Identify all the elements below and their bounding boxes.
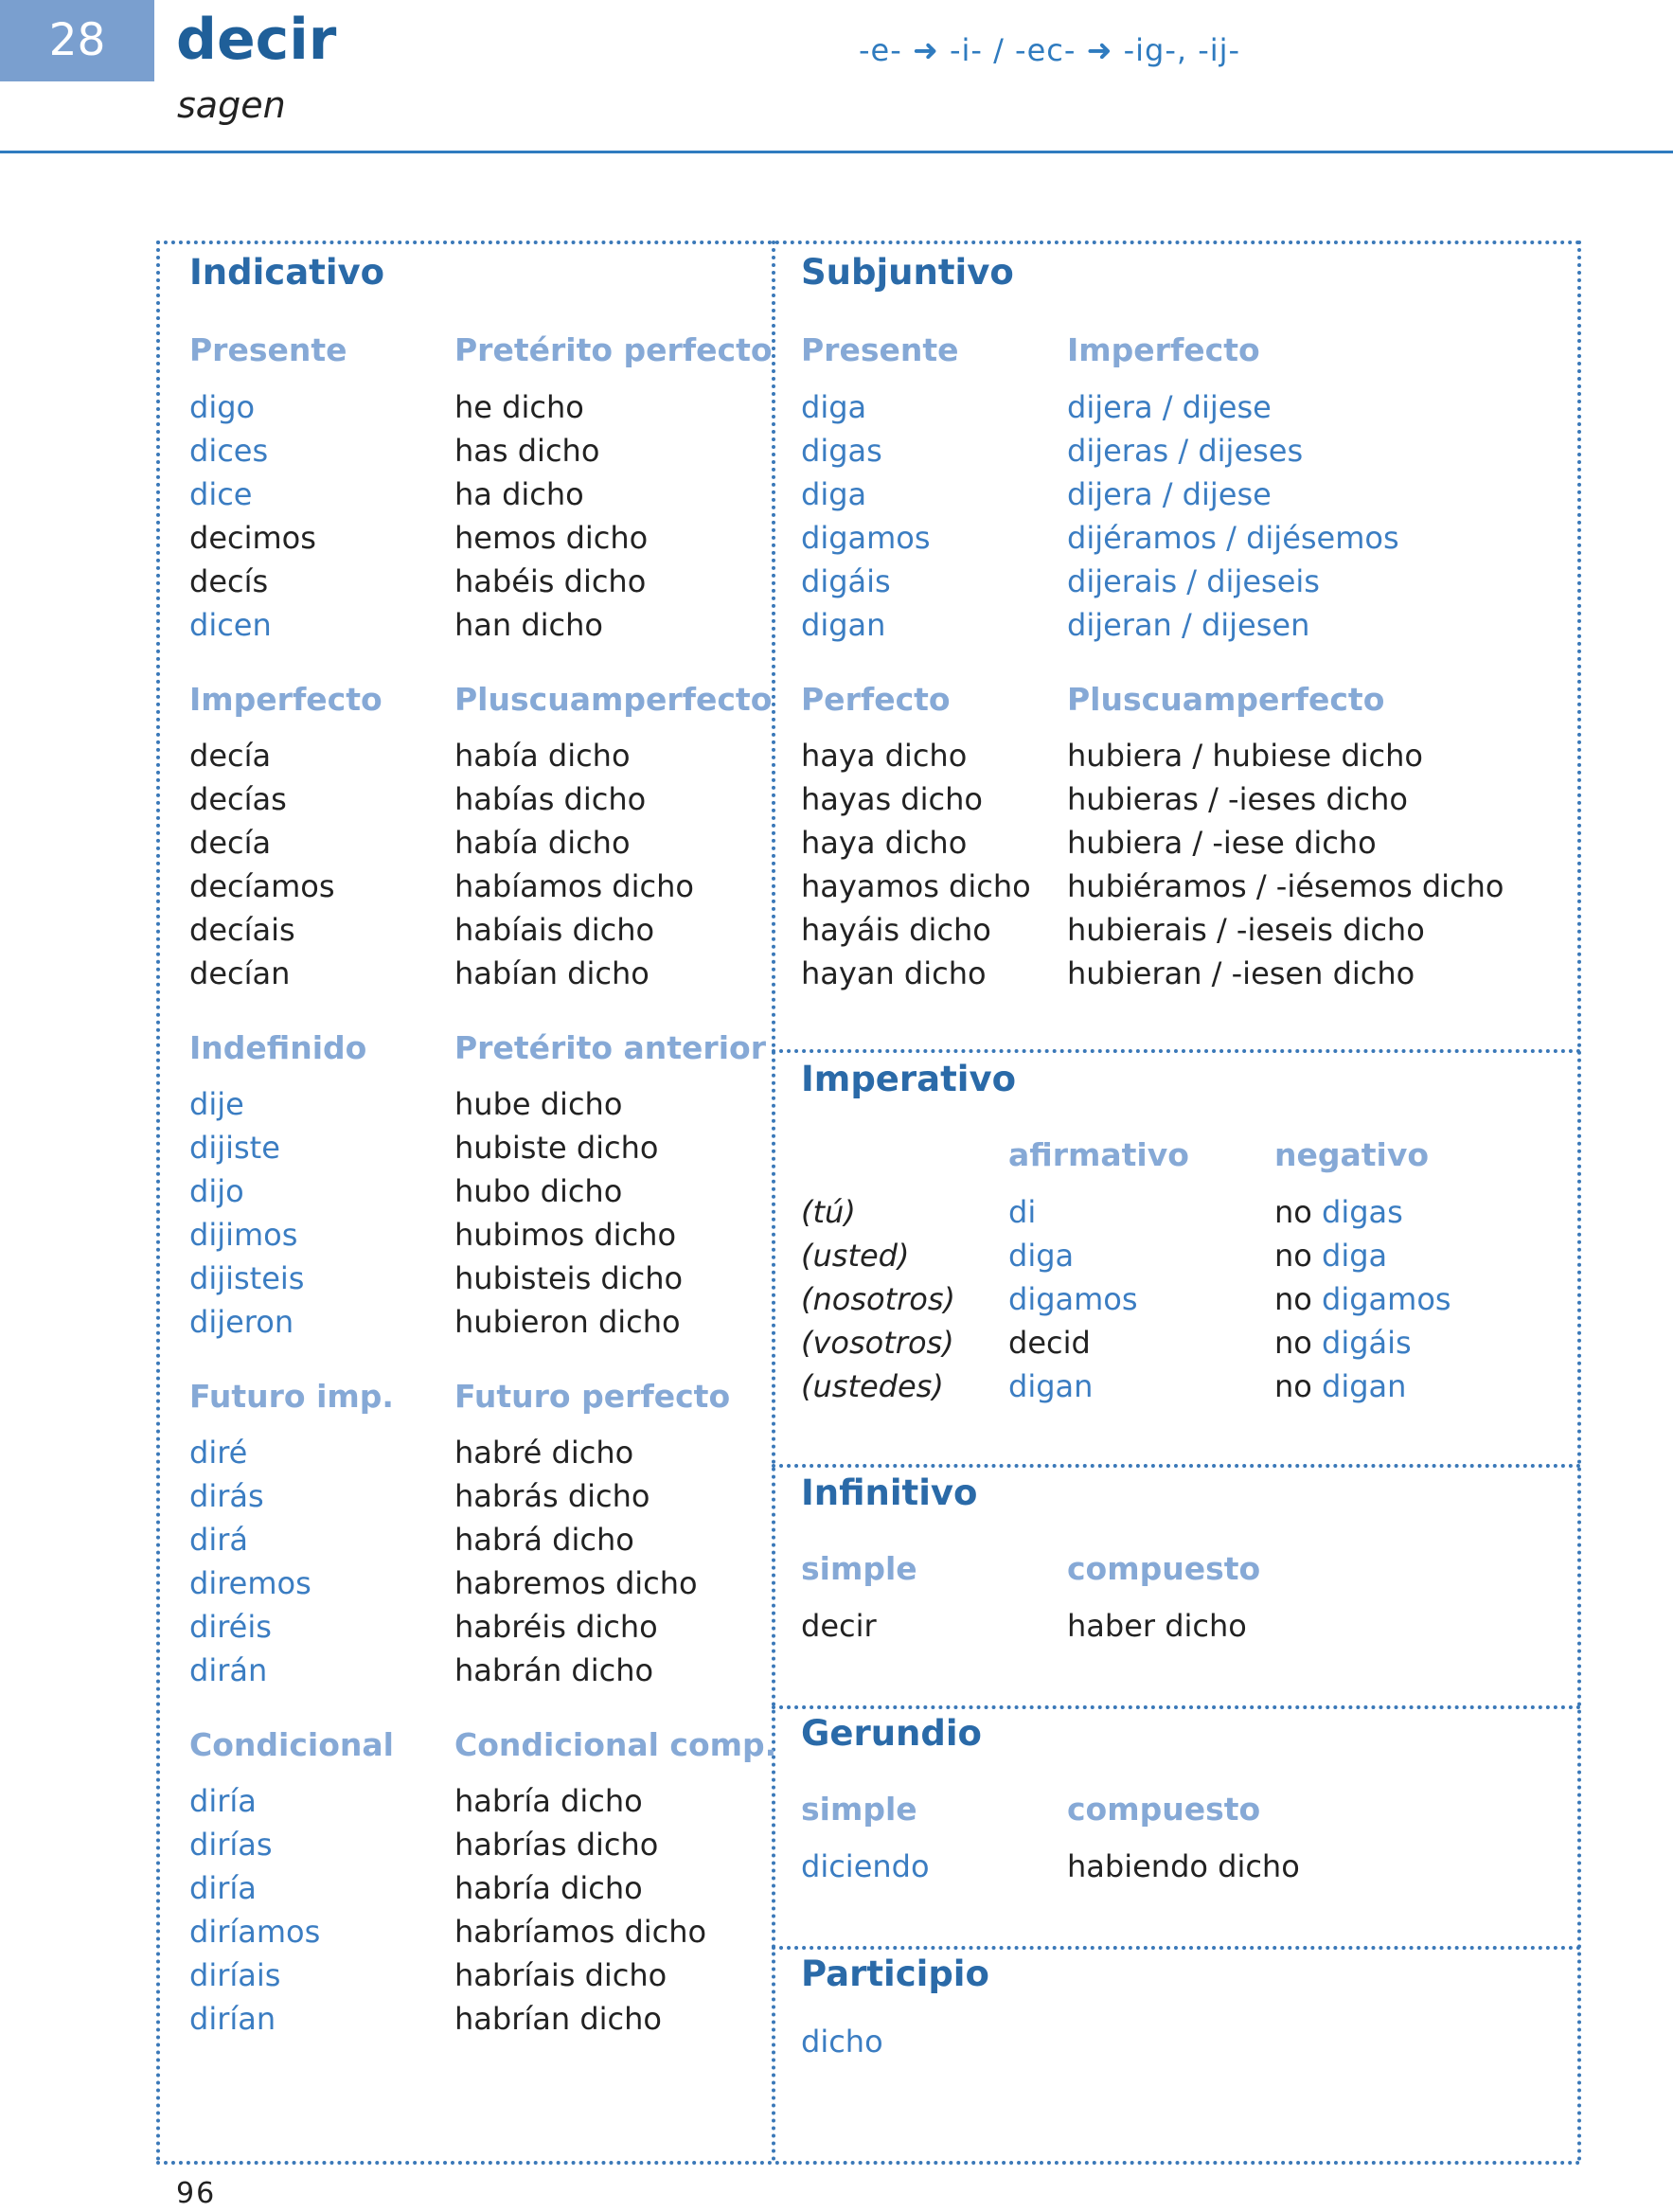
tense-label: Pluscuamperfecto	[1067, 681, 1385, 718]
imperativo-person: (vosotros)	[801, 1325, 954, 1361]
verb-form: decís	[189, 563, 269, 599]
verb-form: decías	[189, 781, 287, 817]
tense-label: Presente	[801, 331, 959, 368]
infinitivo-simple: decir	[801, 1608, 877, 1644]
imperativo-negativo	[1274, 1280, 1451, 1318]
imperativo-afirmativo: digan	[1008, 1368, 1094, 1404]
imperativo-afirmativo: di	[1008, 1194, 1037, 1230]
imperativo-no: no	[1274, 1238, 1312, 1274]
verb-form: habíais dicho	[454, 912, 655, 948]
verb-form: hubimos dicho	[454, 1217, 677, 1253]
verb-form: habría dicho	[454, 1870, 643, 1906]
imperativo-negativo-label: negativo	[1274, 1136, 1430, 1173]
imperativo-no: no	[1274, 1368, 1312, 1404]
imperativo-afirmativo-label: afirmativo	[1008, 1136, 1189, 1173]
section-title-subjuntivo: Subjuntivo	[801, 252, 1014, 293]
divider-infinitivo	[772, 1464, 1581, 1468]
verb-form: ha dicho	[454, 476, 584, 512]
verb-form: hubo dicho	[454, 1173, 623, 1209]
verb-form: digamos	[801, 520, 931, 556]
infinitivo-compuesto-label: compuesto	[1067, 1550, 1261, 1587]
verb-form: has dicho	[454, 433, 600, 469]
section-title-gerundio: Gerundio	[801, 1713, 982, 1754]
imperativo-person: (ustedes)	[801, 1368, 944, 1404]
verb-form: dijiste	[189, 1130, 280, 1166]
verb-form: dirán	[189, 1652, 268, 1688]
verb-form: hubieran / -iesen dicho	[1067, 955, 1415, 991]
verb-form: diría	[189, 1870, 257, 1906]
verb-form: digan	[801, 607, 886, 643]
imperativo-negativo-form: digan	[1322, 1368, 1407, 1404]
imperativo-person: (nosotros)	[801, 1281, 956, 1317]
verb-form: habrán dicho	[454, 1652, 654, 1688]
imperativo-afirmativo: decid	[1008, 1325, 1091, 1361]
verb-form: hubiéramos / -iésemos dicho	[1067, 868, 1504, 904]
frame-top	[156, 241, 1581, 244]
imperativo-no: no	[1274, 1194, 1312, 1230]
verb-form: he dicho	[454, 389, 584, 425]
verb-form: hubierais / -ieseis dicho	[1067, 912, 1425, 948]
verb-form: habían dicho	[454, 955, 650, 991]
gerundio-compuesto-label: compuesto	[1067, 1791, 1261, 1828]
verb-form: hubiera / hubiese dicho	[1067, 738, 1423, 774]
tense-label: Presente	[189, 331, 347, 368]
verb-form: habré dicho	[454, 1435, 634, 1471]
verb-form: diremos	[189, 1565, 311, 1601]
verb-form: dijo	[189, 1173, 244, 1209]
verb-form: haya dicho	[801, 825, 968, 861]
frame-right	[1577, 241, 1581, 2163]
verb-form: hubiera / -iese dicho	[1067, 825, 1377, 861]
verb-form: han dicho	[454, 607, 603, 643]
verb-form: decía	[189, 825, 272, 861]
imperativo-negativo-form: digamos	[1322, 1281, 1451, 1317]
divider-imperativo	[772, 1049, 1581, 1053]
verb-form: habrían dicho	[454, 2001, 662, 2037]
verb-form: decíais	[189, 912, 295, 948]
imperativo-negativo	[1274, 1237, 1387, 1275]
verb-form: habrá dicho	[454, 1522, 634, 1558]
header-divider	[0, 151, 1673, 153]
gerundio-compuesto: habiendo dicho	[1067, 1848, 1300, 1884]
verb-form: dijera / dijese	[1067, 389, 1272, 425]
verb-form: habías dicho	[454, 781, 647, 817]
verb-form: hubieron dicho	[454, 1304, 681, 1340]
imperativo-afirmativo: digamos	[1008, 1281, 1138, 1317]
verb-form: hayáis dicho	[801, 912, 991, 948]
divider-participio	[772, 1946, 1581, 1950]
imperativo-person: (tú)	[801, 1194, 856, 1230]
tense-label: Pluscuamperfecto	[454, 681, 773, 718]
page-tab-number: 28	[0, 0, 154, 81]
participio-form: dicho	[801, 2024, 883, 2060]
verb-form: dijimos	[189, 1217, 298, 1253]
verb-form: habíamos dicho	[454, 868, 694, 904]
verb-form: haya dicho	[801, 738, 968, 774]
verb-form: dijisteis	[189, 1260, 305, 1296]
verb-form: habrías dicho	[454, 1827, 659, 1863]
tense-label: Imperfecto	[1067, 331, 1260, 368]
imperativo-negativo	[1274, 1324, 1412, 1362]
imperativo-no: no	[1274, 1281, 1312, 1317]
tense-label: Imperfecto	[189, 681, 383, 718]
gerundio-simple-label: simple	[801, 1791, 917, 1828]
tense-label: Pretérito perfecto	[454, 331, 773, 368]
verb-form: diréis	[189, 1609, 272, 1645]
verb-form: dices	[189, 433, 269, 469]
imperativo-afirmativo: diga	[1008, 1238, 1075, 1274]
verb-form: dijeran / dijesen	[1067, 607, 1310, 643]
verb-form: diga	[801, 476, 867, 512]
tense-label: Condicional comp.	[454, 1726, 777, 1763]
verb-form: habrás dicho	[454, 1478, 650, 1514]
imperativo-negativo-form: digas	[1322, 1194, 1403, 1230]
verb-form: dirá	[189, 1522, 248, 1558]
verb-translation: sagen	[177, 84, 286, 126]
imperativo-negativo	[1274, 1367, 1406, 1405]
verb-form: dije	[189, 1086, 244, 1122]
section-title-participio: Participio	[801, 1953, 989, 1994]
frame-left	[156, 241, 160, 2163]
gerundio-simple: diciendo	[801, 1848, 930, 1884]
verb-form: hube dicho	[454, 1086, 623, 1122]
section-title-indicativo: Indicativo	[189, 252, 385, 293]
verb-form: dijéramos / dijésemos	[1067, 520, 1399, 556]
verb-form: decimos	[189, 520, 316, 556]
imperativo-negativo-form: diga	[1322, 1238, 1388, 1274]
infinitivo-simple-label: simple	[801, 1550, 917, 1587]
verb-form: dijera / dijese	[1067, 476, 1272, 512]
verb-form: hayamos dicho	[801, 868, 1031, 904]
verb-form: digáis	[801, 563, 891, 599]
verb-form: digas	[801, 433, 882, 469]
verb-form: hubieras / -ieses dicho	[1067, 781, 1408, 817]
verb-form: dirías	[189, 1827, 273, 1863]
verb-form: digo	[189, 389, 256, 425]
divider-gerundio	[772, 1705, 1581, 1709]
verb-form: dijerais / dijeseis	[1067, 563, 1320, 599]
verb-form: habéis dicho	[454, 563, 647, 599]
infinitivo-compuesto: haber dicho	[1067, 1608, 1247, 1644]
verb-form: dirían	[189, 2001, 276, 2037]
verb-form: habría dicho	[454, 1783, 643, 1819]
verb-form: diré	[189, 1435, 248, 1471]
verb-form: decíamos	[189, 868, 335, 904]
section-title-imperativo: Imperativo	[801, 1059, 1017, 1099]
tense-label: Perfecto	[801, 681, 951, 718]
verb-title: decir	[176, 7, 337, 73]
verb-form: habréis dicho	[454, 1609, 658, 1645]
verb-form: dice	[189, 476, 253, 512]
imperativo-no: no	[1274, 1325, 1312, 1361]
verb-form: hubisteis dicho	[454, 1260, 684, 1296]
imperativo-negativo	[1274, 1193, 1403, 1231]
imperativo-person: (usted)	[801, 1238, 910, 1274]
verb-form: dicen	[189, 607, 272, 643]
verb-form: habremos dicho	[454, 1565, 698, 1601]
verb-form: diríais	[189, 1957, 281, 1993]
tense-label: Futuro perfecto	[454, 1378, 731, 1415]
verb-form: diría	[189, 1783, 257, 1819]
imperativo-negativo-form: digáis	[1322, 1325, 1412, 1361]
verb-form: hemos dicho	[454, 520, 649, 556]
verb-form: hubiste dicho	[454, 1130, 659, 1166]
frame-middle	[772, 241, 775, 2163]
verb-form: decían	[189, 955, 291, 991]
verb-form: decía	[189, 738, 272, 774]
verb-form: habríamos dicho	[454, 1914, 707, 1950]
frame-bottom	[156, 2161, 1581, 2165]
tense-label: Pretérito anterior	[454, 1029, 766, 1066]
page-number: 96	[176, 2177, 217, 2210]
tense-label: Futuro imp.	[189, 1378, 394, 1415]
verb-form: había dicho	[454, 738, 631, 774]
verb-form: hayas dicho	[801, 781, 983, 817]
stem-change-rule: -e- ➜ -i- / -ec- ➜ -ig-, -ij-	[859, 32, 1241, 68]
verb-form: habríais dicho	[454, 1957, 667, 1993]
tense-label: Condicional	[189, 1726, 394, 1763]
verb-form: diga	[801, 389, 867, 425]
verb-form: dijeras / dijeses	[1067, 433, 1304, 469]
verb-form: hayan dicho	[801, 955, 987, 991]
section-title-infinitivo: Infinitivo	[801, 1472, 978, 1513]
verb-form: dirás	[189, 1478, 264, 1514]
verb-form: diríamos	[189, 1914, 321, 1950]
verb-form: dijeron	[189, 1304, 294, 1340]
verb-form: había dicho	[454, 825, 631, 861]
tense-label: Indefinido	[189, 1029, 367, 1066]
